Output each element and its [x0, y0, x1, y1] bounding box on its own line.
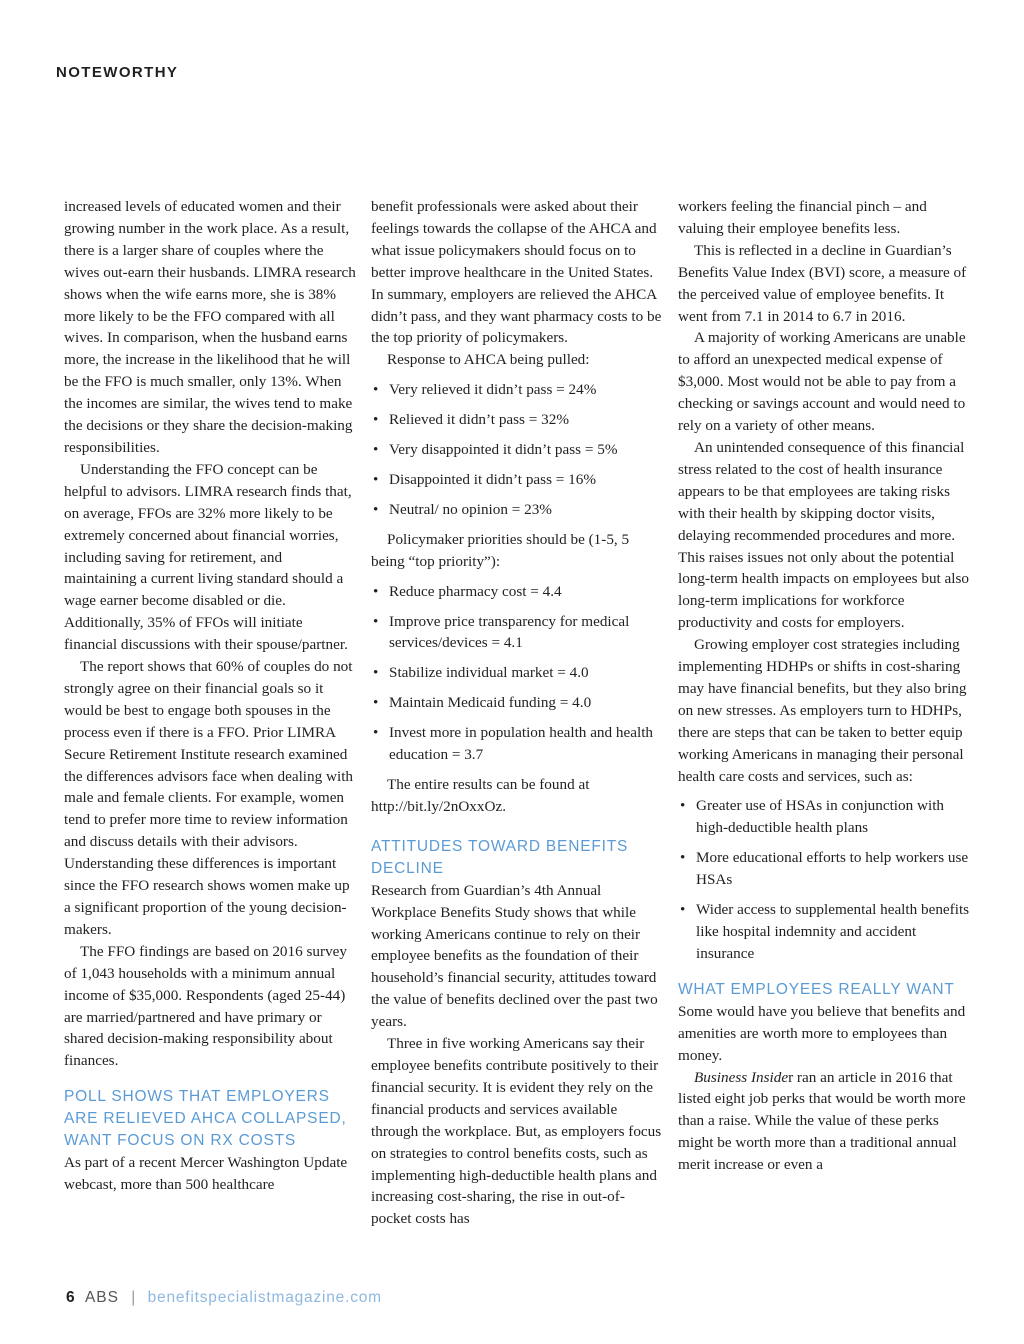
- body-paragraph: Three in five working Americans say their employee benefits contribute positively to their financial security. It is evident they rely on the financial products and services available through the workplace. But, as employers focus on strategies to control benefits costs, such as implementing high-deductible health plans and increasing cost-sharing, the rise in out-of-pocket costs has: [371, 1035, 662, 1228]
- list-item: • Wider access to supplemental health benefits like hospital indemnity and accident insurance: [678, 899, 972, 965]
- body-paragraph: Understanding the FFO concept can be helpful to advisors. LIMRA research finds that, on average, FFOs are 32% more likely to be extremely concerned about financial worries, including saving for retirement, and maintaining a current living standard should a wage earner become disabled or die. Additionally, 35% of FFOs will initiate financial discussions with their spouse/partner.: [64, 460, 352, 654]
- heading-attitudes: ATTITUDES TOWARD BENEFITS DECLINE: [371, 837, 629, 877]
- hsa-steps-list: [678, 795, 972, 964]
- website-link[interactable]: benefitspecialistmagazine.com: [147, 1289, 382, 1306]
- section-label: NOTEWORTHY: [56, 64, 179, 81]
- body-paragraph: [678, 1067, 972, 1177]
- body-paragraph: Growing employer cost strategies including implementing HDHPs or shifts in cost-sharing may have financial benefits, but they also bring on new stresses. As employers turn to HDHPs, there are steps that can be taken to better equip working Americans in managing their personal health care costs and services, such as:: [678, 636, 967, 785]
- list-item: • Invest more in population health and health education = 3.7: [371, 722, 665, 766]
- body-text: r ran an article in 2016 that listed eight job perks that would be worth more than a raise. While the value of these perks might be worth more than a traditional annual merit increase or even a: [678, 1068, 966, 1174]
- footer-separator: |: [131, 1289, 136, 1306]
- body-paragraph: The report shows that 60% of couples do not strongly agree on their financial goals so it would be best to engage both spouses in the process even if there is a FFO. Prior LIMRA Secure Retirement Institute research examined the differences advisors face when dealing with male and female clients. For example, women tend to prefer more time to review information and discuss details with their advisors. Understanding these differences is important since the FFO research shows women make up a significant proportion of the young decision-makers.: [64, 658, 354, 938]
- list-item: • Greater use of HSAs in conjunction with high-deductible health plans: [678, 795, 972, 839]
- body-paragraph: Research from Guardian’s 4th Annual Workplace Benefits Study shows that while working Americans continue to rely on their employee benefits as the foundation of their household’s financial security, attitudes toward the value of benefits declined over the past two years.: [371, 881, 658, 1031]
- list-item: • More educational efforts to help workers use HSAs: [678, 847, 972, 891]
- list-item: • Neutral/ no opinion = 23%: [371, 499, 665, 521]
- column-3: [678, 196, 972, 1176]
- list-item: • Disappointed it didn’t pass = 16%: [371, 469, 665, 491]
- body-paragraph: A majority of working Americans are unable to afford an unexpected medical expense of $3,000. Most would not be able to pay from a checking or savings account and would need to rely on a variety of other means.: [678, 329, 966, 435]
- priorities-intro: Policymaker priorities should be (1-5, 5 being “top priority”):: [371, 530, 630, 570]
- body-paragraph: Some would have you believe that benefits and amenities are worth more to employees than money.: [678, 1002, 966, 1064]
- publication-abbrev: ABS: [84, 1289, 119, 1306]
- body-paragraph: As part of a recent Mercer Washington Update webcast, more than 500 healthcare: [64, 1154, 348, 1194]
- body-paragraph: This is reflected in a decline in Guardian’s Benefits Value Index (BVI) score, a measure of the perceived value of employee benefits. It went from 7.1 in 2014 to 6.7 in 2016.: [678, 241, 967, 325]
- body-paragraph: benefit professionals were asked about their feelings towards the collapse of the AHCA and what issue policymakers should focus on to better improve healthcare in the United States. In summary, employers are relieved the AHCA didn’t pass, and they want pharmacy costs to be the top priority of policymakers.: [371, 198, 662, 347]
- page-number: 6: [66, 1289, 75, 1306]
- list-item: • Improve price transparency for medical services/devices = 4.1: [371, 611, 665, 655]
- list-item: • Very disappointed it didn’t pass = 5%: [371, 439, 665, 461]
- column-2: [371, 196, 665, 1230]
- heading-poll-employers: POLL SHOWS THAT EMPLOYERS ARE RELIEVED AHCA COLLAPSED, WANT FOCUS ON RX COSTS: [64, 1088, 347, 1150]
- heading-employees-want: WHAT EMPLOYEES REALLY WANT: [678, 980, 955, 998]
- results-link-text: The entire results can be found at http://bit.ly/2nOxxOz.: [371, 775, 590, 815]
- list-item: • Reduce pharmacy cost = 4.4: [371, 581, 665, 603]
- list-item: • Relieved it didn’t pass = 32%: [371, 409, 665, 431]
- body-paragraph: workers feeling the financial pinch – and valuing their employee benefits less.: [678, 198, 927, 237]
- body-paragraph: An unintended consequence of this financial stress related to the cost of health insurance appears to be that employees are taking risks with their health by skipping doctor visits, delaying recommended procedures and more. This raises issues not only about the potential long-term health impacts on employees but also long-term implications for workforce productivity and costs for employers.: [678, 438, 970, 632]
- list-item: • Very relieved it didn’t pass = 24%: [371, 379, 665, 401]
- column-1: [64, 196, 358, 1196]
- body-paragraph: increased levels of educated women and their growing number in the work place. As a result, there is a larger share of couples where the wives out-earn their husbands. LIMRA research shows when the wife earns more, she is 38% more likely to be the FFO compared with all wives. In comparison, when the husband earns more, the increase in the likelihood that he will be the FFO is much smaller, only 13%. When the incomes are similar, the wives tend to make the decisions or they share the decision-making responsibilities.: [64, 198, 356, 456]
- publication-name: Business Inside: [694, 1068, 789, 1086]
- response-intro: Response to AHCA being pulled:: [387, 351, 590, 369]
- priorities-list: [371, 581, 665, 766]
- list-item: • Stabilize individual market = 4.0: [371, 662, 665, 684]
- page-footer: [66, 1289, 382, 1307]
- body-paragraph: The FFO findings are based on 2016 survey of 1,043 households with a minimum annual income of $35,000. Respondents (aged 25-44) are married/partnered and have primary or shared decision-making responsibility about finances.: [64, 942, 348, 1070]
- response-list: [371, 379, 665, 521]
- list-item: • Maintain Medicaid funding = 4.0: [371, 692, 665, 714]
